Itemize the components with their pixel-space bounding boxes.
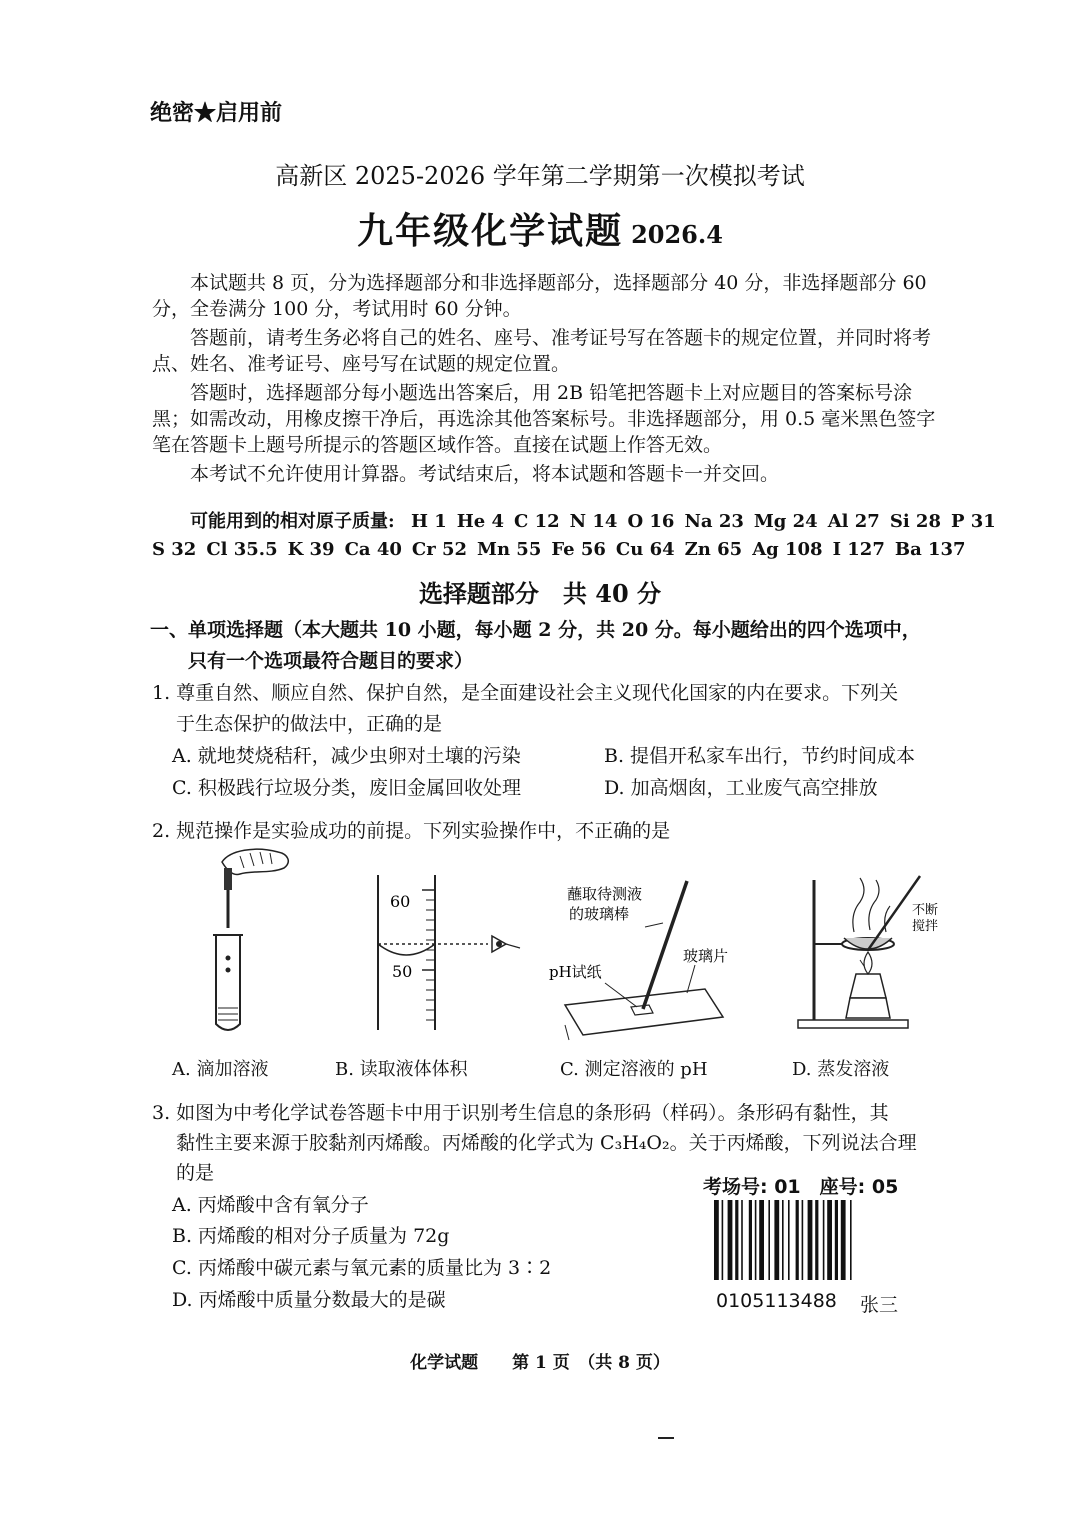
label-rod: 蘸取待测液 (567, 885, 643, 903)
atomic-mass-entry: Cl 35.5 (206, 539, 278, 560)
question-2-stem: 2. 规范操作是实验成功的前提。下列实验操作中，不正确的是 (152, 820, 671, 842)
atomic-mass-entry: Ba 137 (894, 539, 966, 560)
question-3-stem: 3. 如图为中考化学试卷答题卡中用于识别考生信息的条形码（样码）。条形码有黏性，其 (152, 1102, 889, 1124)
atomic-mass-entry: Ag 108 (752, 539, 823, 560)
barcode-name: 张三 (860, 1294, 899, 1316)
instruction-paragraph: 本试题共 8 页，分为选择题部分和非选择题部分，选择题部分 40 分，非选择题部分 60 分，全卷满分 100 分，考试用时 60 分钟。 (152, 272, 927, 320)
instruction-paragraph: 本考试不允许使用计算器。考试结束后，将本试题和答题卡一并交回。 (190, 463, 780, 485)
instructions (152, 270, 942, 490)
figure-graduated-cylinder (360, 870, 535, 1040)
part-instructions: 一、单项选择题（本大题共 10 小题，每小题 2 分，共 20 分。每小题给出的四个选项中， (150, 619, 921, 641)
dropper-bulb (224, 868, 232, 890)
atomic-mass-entry: S 32 (152, 539, 197, 560)
barcode-bar (841, 1200, 846, 1280)
instruction-paragraph: 答题前，请考生务必将自己的姓名、座号、准考证号写在答题卡的规定位置，并同时将考点、姓名、准考证号、座号写在试题的规定位置。 (152, 327, 932, 375)
ph-paper (631, 1005, 653, 1015)
barcode-bar (768, 1200, 770, 1280)
option-b: B. 丙烯酸的相对分子质量为 72g (172, 1225, 450, 1247)
barcode-bar (749, 1200, 752, 1280)
barcode-bar (788, 1200, 790, 1280)
figure-b-caption: B. 读取液体体积 (335, 1059, 468, 1080)
question-3-stem: 的是 (176, 1162, 215, 1184)
atomic-mass-entry: Cr 52 (411, 539, 468, 560)
label-stir-1: 不断 (912, 903, 939, 918)
atomic-mass-entry: Zn 65 (684, 539, 743, 560)
meniscus (378, 944, 435, 955)
atomic-mass-entry: Mn 55 (477, 539, 542, 560)
barcode-bar (850, 1200, 852, 1280)
atomic-mass-entry: Cu 64 (615, 539, 675, 560)
barcode-bar (741, 1200, 743, 1280)
barcode-bar (808, 1200, 813, 1280)
barcode-bar (722, 1200, 724, 1280)
label-stir-2: 搅拌 (912, 919, 939, 934)
question-1-stem: 于生态保护的做法中，正确的是 (176, 713, 443, 735)
barcode-bar (774, 1200, 779, 1280)
part-instructions: 只有一个选项最符合题目的要求） (188, 650, 474, 672)
exam-title: 九年级化学试题 (357, 210, 624, 252)
question-1-stem: 1. 尊重自然、顺应自然、保护自然，是全面建设社会主义现代化国家的内在要求。下列关 (152, 682, 899, 704)
figure-c-caption: C. 测定溶液的 pH (560, 1059, 708, 1080)
atomic-mass-line (152, 536, 966, 564)
atomic-mass-entry: P 31 (950, 511, 996, 532)
barcode-bar (815, 1200, 818, 1280)
barcode (714, 1200, 894, 1280)
barcode-bar (823, 1200, 825, 1280)
figure-evaporation (790, 870, 950, 1030)
atomic-mass-entry: I 127 (832, 539, 885, 560)
option-d: D. 丙烯酸中质量分数最大的是碳 (172, 1289, 446, 1311)
option-a: A. 就地焚烧秸秆，减少虫卵对土壤的污染 (172, 745, 521, 767)
section-heading: 选择题部分 共 40 分 (418, 579, 662, 608)
barcode-bar (735, 1200, 738, 1280)
option-a: A. 丙烯酸中含有氧分子 (172, 1194, 369, 1216)
barcode-bar (714, 1200, 719, 1280)
atomic-mass-entry: Ca 40 (344, 539, 402, 560)
steam-icon (853, 878, 890, 932)
page-mark (658, 1437, 674, 1439)
test-tube (216, 935, 240, 1030)
option-d: D. 加高烟囱，工业废气高空排放 (604, 777, 878, 799)
atomic-mass-entry: K 39 (287, 539, 335, 560)
atomic-mass-entry: N 14 (569, 511, 618, 532)
barcode-bar (728, 1200, 733, 1280)
barcode-bar (835, 1200, 838, 1280)
exam-title-row (0, 203, 1080, 254)
atomic-mass-entry: Al 27 (827, 511, 880, 532)
scale-label-60: 60 (390, 892, 411, 911)
figure-dropper (200, 840, 310, 1040)
exam-date: 2026.4 (631, 220, 723, 249)
atomic-mass-entry: Na 23 (684, 511, 744, 532)
label-rod-2: 的玻璃棒 (569, 905, 630, 923)
option-c: C. 丙烯酸中碳元素与氧元素的质量比为 3∶2 (172, 1257, 552, 1279)
barcode-number: 0105113488 (716, 1290, 837, 1312)
flame-icon (864, 952, 872, 974)
barcode-bar (759, 1200, 764, 1280)
page-footer: 化学试题 第 1 页 （共 8 页） (410, 1353, 670, 1373)
atomic-mass-entry: Si 28 (889, 511, 941, 532)
stand-base (798, 1020, 908, 1028)
figure-d-caption: D. 蒸发溶液 (792, 1059, 890, 1080)
barcode-bar (802, 1200, 804, 1280)
atomic-mass-table (152, 508, 996, 564)
atomic-mass-entry: He 4 (456, 511, 504, 532)
question-3-stem: 黏性主要来源于胶黏剂丙烯酸。丙烯酸的化学式为 C₃H₄O₂。关于丙烯酸，下列说法合理 (176, 1132, 917, 1154)
confidential-label: 绝密★启用前 (150, 100, 283, 126)
figure-a-caption: A. 滴加溶液 (172, 1059, 269, 1080)
barcode-bar (755, 1200, 757, 1280)
instruction-paragraph: 答题时，选择题部分每小题选出答案后，用 2B 铅笔把答题卡上对应题目的答案标号涂黑；如需改动，用橡皮擦干净后，再选涂其他答案标号。非选择题部分，用 0.5 毫米黑色签字笔在答题卡上题号所提示的答题区域作答。直接在试题上作答无效。 (152, 382, 936, 456)
barcode-bar (827, 1200, 832, 1280)
atomic-mass-entry: C 12 (514, 511, 560, 532)
atomic-mass-entry: O 16 (627, 511, 675, 532)
figure-ph-test (545, 875, 745, 1045)
label-ph-paper: pH试纸 (549, 963, 602, 981)
atomic-mass-entry: Mg 24 (753, 511, 818, 532)
exam-subtitle: 高新区 2025-2026 学年第二学期第一次模拟考试 (275, 162, 805, 190)
barcode-bar (796, 1200, 799, 1280)
atomic-mass-entry: Fe 56 (551, 539, 606, 560)
atomic-mass-line (152, 508, 996, 536)
scale-label-50: 50 (392, 962, 413, 981)
option-b: B. 提倡开私家车出行，节约时间成本 (604, 745, 916, 767)
atomic-mass-entry: H 1 (410, 511, 447, 532)
glass-rod (643, 881, 687, 1009)
barcode-bar (782, 1200, 784, 1280)
alcohol-lamp (850, 974, 886, 998)
barcode-header: 考场号: 01 座号: 05 (703, 1176, 899, 1198)
atomic-mass-label: 可能用到的相对原子质量: (190, 511, 395, 532)
option-c: C. 积极践行垃圾分类，废旧金属回收处理 (172, 777, 521, 799)
label-glass: 玻璃片 (683, 947, 729, 965)
